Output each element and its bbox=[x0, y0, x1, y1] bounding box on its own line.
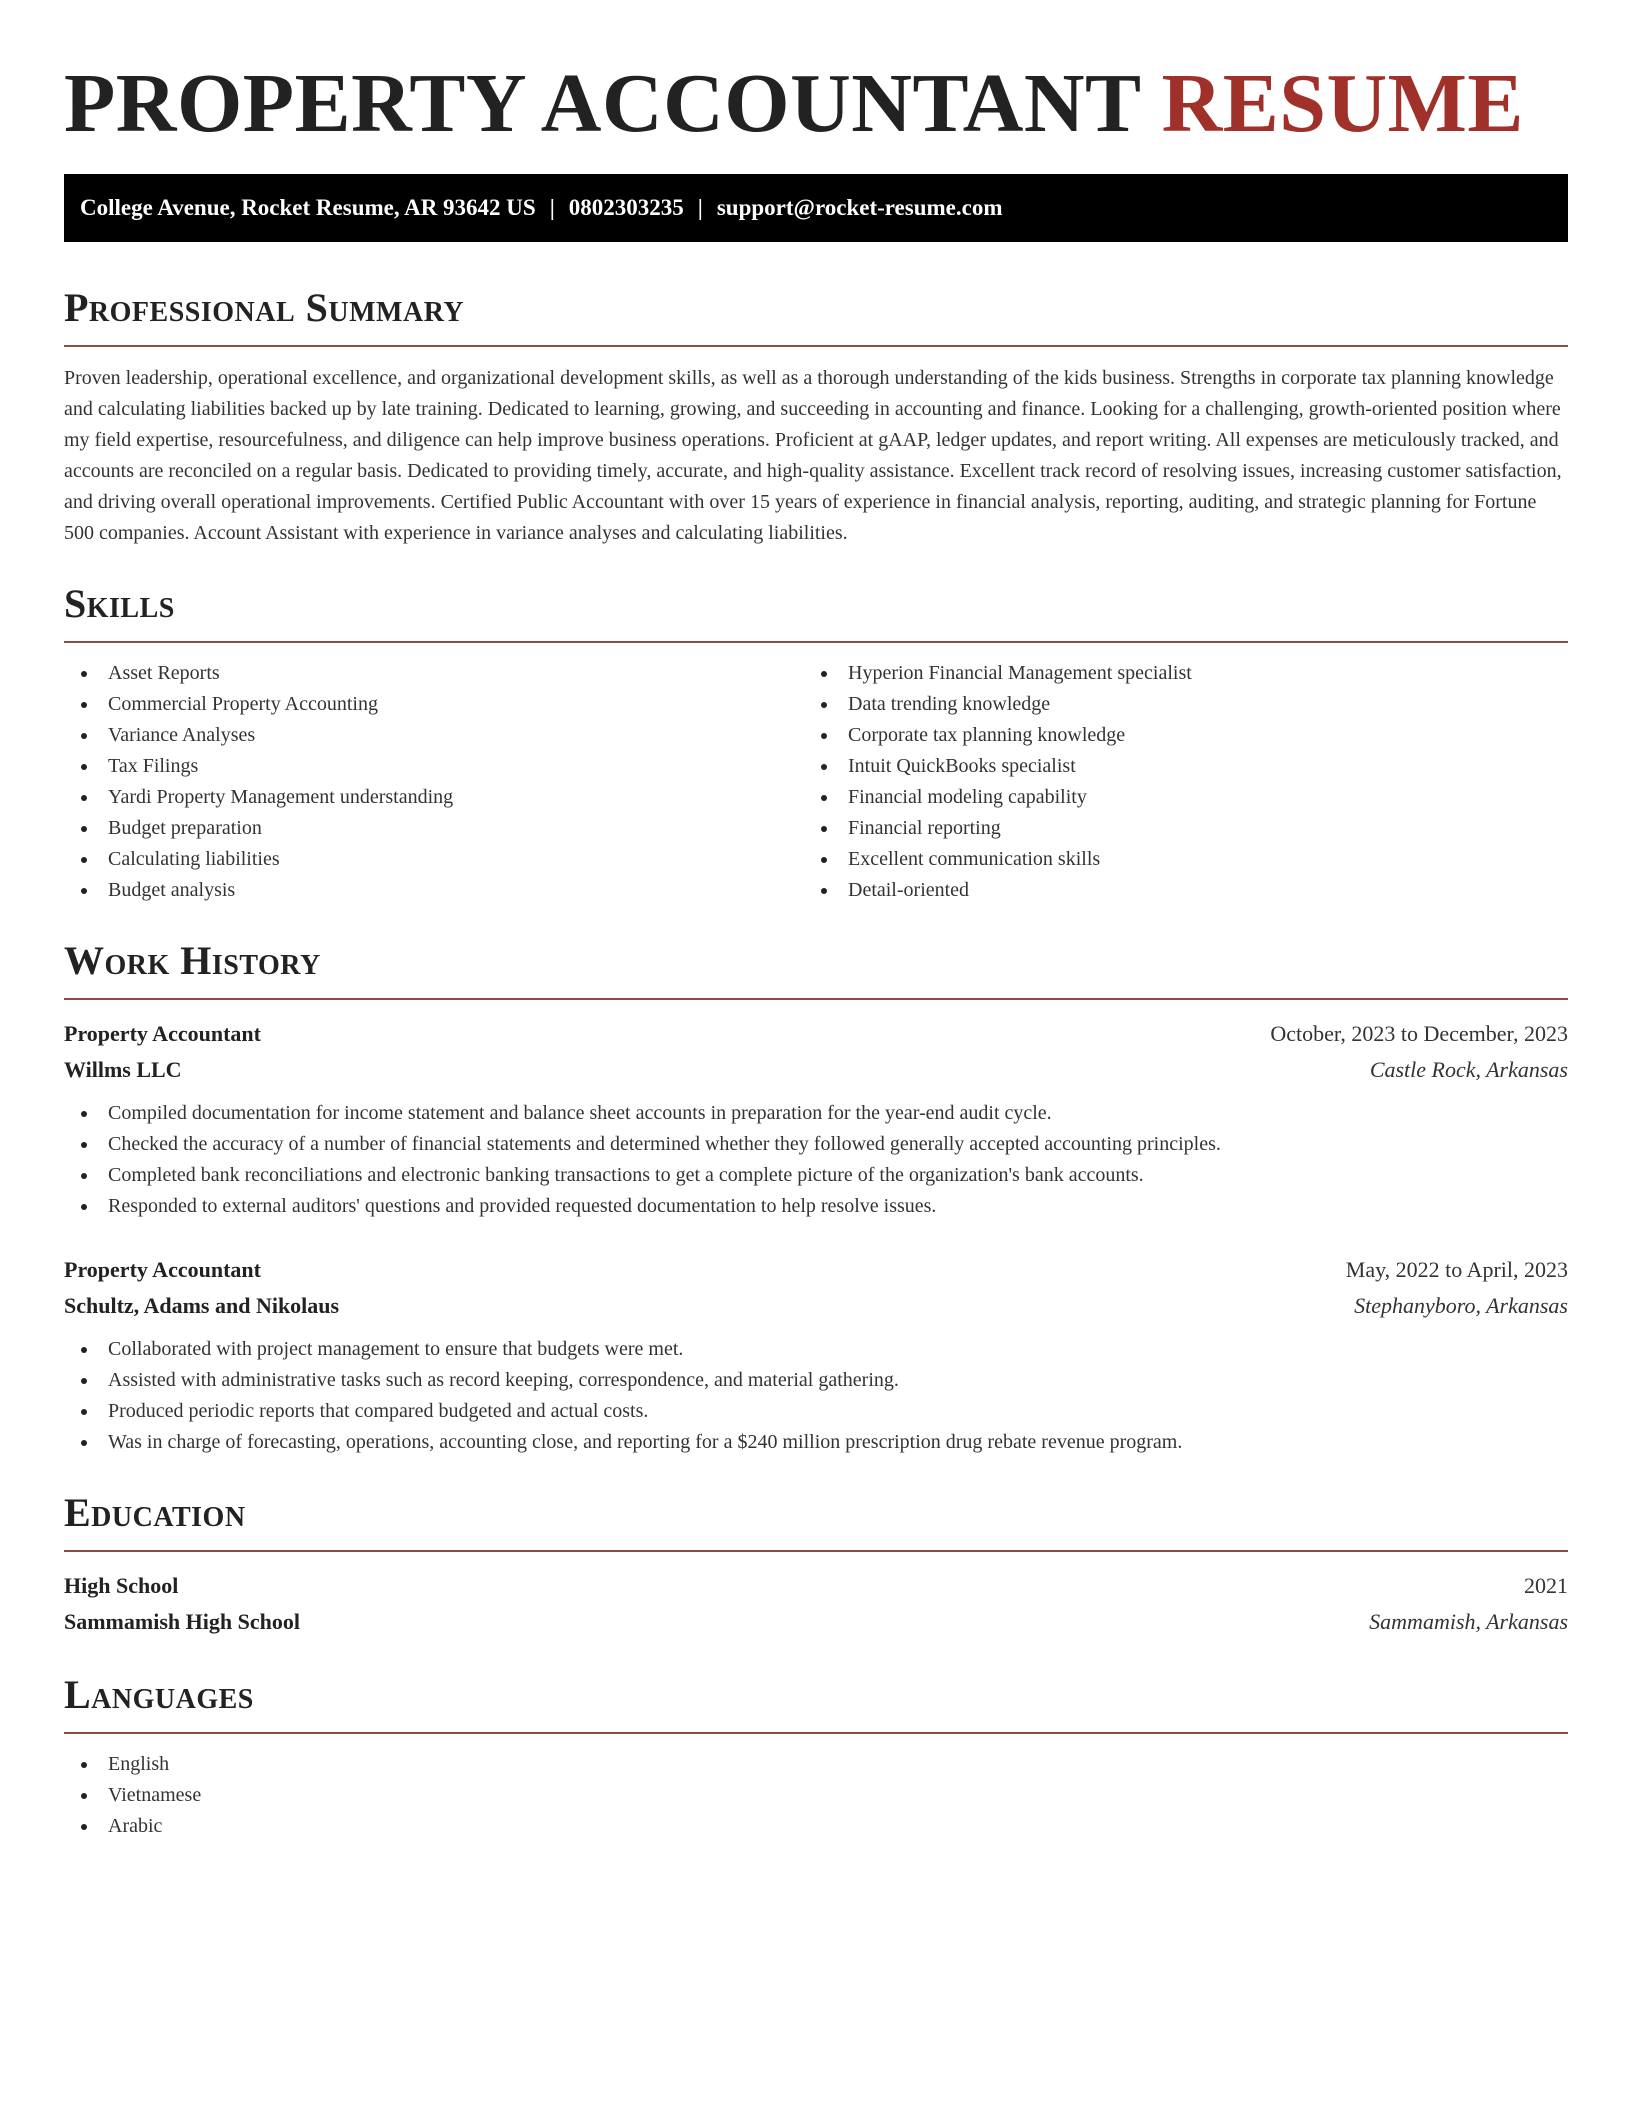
job-company: Schultz, Adams and Nikolaus bbox=[64, 1293, 340, 1318]
languages-section bbox=[64, 1670, 1568, 1842]
skill-item: Yardi Property Management understanding bbox=[64, 782, 804, 813]
skill-item: Excellent communication skills bbox=[804, 844, 1544, 875]
skill-item: Intuit QuickBooks specialist bbox=[804, 751, 1544, 782]
skills-section bbox=[64, 579, 1568, 906]
education-school: Sammamish High School bbox=[64, 1609, 300, 1634]
job-header-row bbox=[64, 1252, 1568, 1288]
contact-separator: | bbox=[549, 195, 555, 220]
job-company-row bbox=[64, 1288, 1568, 1324]
job-company: Willms LLC bbox=[64, 1057, 182, 1082]
summary-heading: Professional Summary bbox=[64, 285, 465, 330]
work-section bbox=[64, 936, 1568, 1458]
skills-list-right bbox=[804, 658, 1544, 906]
skill-item: Corporate tax planning knowledge bbox=[804, 720, 1544, 751]
skill-item: Variance Analyses bbox=[64, 720, 804, 751]
education-degree: High School bbox=[64, 1573, 179, 1598]
education-heading: Education bbox=[64, 1490, 246, 1535]
skill-item: Budget preparation bbox=[64, 813, 804, 844]
education-school-row bbox=[64, 1604, 1568, 1640]
job-bullet: Was in charge of forecasting, operations, accounting close, and reporting for a $240 million prescription drug rebate revenue program. bbox=[64, 1427, 1568, 1458]
skills-grid bbox=[64, 658, 1568, 906]
skill-item: Financial reporting bbox=[804, 813, 1544, 844]
job-entry bbox=[64, 1016, 1568, 1222]
job-title: Property Accountant bbox=[64, 1021, 261, 1046]
summary-section bbox=[64, 283, 1568, 549]
education-location: Sammamish, Arkansas bbox=[1369, 1609, 1568, 1634]
language-item: English bbox=[64, 1749, 1568, 1780]
work-heading: Work History bbox=[64, 938, 321, 983]
job-bullet: Collaborated with project management to ensure that budgets were met. bbox=[64, 1334, 1568, 1365]
job-dates: May, 2022 to April, 2023 bbox=[1345, 1257, 1568, 1282]
languages-heading: Languages bbox=[64, 1672, 254, 1717]
skill-item: Calculating liabilities bbox=[64, 844, 804, 875]
skills-list-left bbox=[64, 658, 804, 906]
language-item: Vietnamese bbox=[64, 1780, 1568, 1811]
section-divider bbox=[64, 1732, 1568, 1734]
skill-item: Tax Filings bbox=[64, 751, 804, 782]
language-item: Arabic bbox=[64, 1811, 1568, 1842]
title-accent: RESUME bbox=[1161, 57, 1524, 150]
skill-item: Hyperion Financial Management specialist bbox=[804, 658, 1544, 689]
job-bullet: Compiled documentation for income statement and balance sheet accounts in preparation for the year-end audit cycle. bbox=[64, 1098, 1568, 1129]
contact-address: College Avenue, Rocket Resume, AR 93642 US bbox=[80, 195, 536, 220]
job-bullet: Assisted with administrative tasks such as record keeping, correspondence, and material gathering. bbox=[64, 1365, 1568, 1396]
contact-bar bbox=[64, 174, 1568, 242]
job-bullets bbox=[64, 1098, 1568, 1222]
title-main: PROPERTY ACCOUNTANT bbox=[64, 57, 1141, 150]
job-bullet: Checked the accuracy of a number of financial statements and determined whether they followed generally accepted accounting principles. bbox=[64, 1129, 1568, 1160]
contact-email[interactable]: support@rocket-resume.com bbox=[716, 195, 1003, 220]
languages-list bbox=[64, 1749, 1568, 1842]
contact-separator: | bbox=[697, 195, 703, 220]
education-header-row bbox=[64, 1568, 1568, 1604]
skill-item: Asset Reports bbox=[64, 658, 804, 689]
section-divider bbox=[64, 345, 1568, 347]
skill-item: Commercial Property Accounting bbox=[64, 689, 804, 720]
summary-text: Proven leadership, operational excellence, and organizational development skills, as well as a thorough understanding of the kids business. Strengths in corporate tax planning knowledge and calculating liabilities backed up by late training. Dedicated to learning, growing, and succeeding in accounting and finance. Looking for a challenging, growth-oriented position where my field expertise, resourcefulness, and diligence can help improve business operations. Proficient at gAAP, ledger updates, and report writing. All expenses are meticulously tracked, and accounts are reconciled on a regular basis. Dedicated to providing timely, accurate, and high-quality assistance. Excellent track record of resolving issues, increasing customer satisfaction, and driving overall operational improvements. Certified Public Accountant with over 15 years of experience in financial analysis, reporting, auditing, and strategic planning for Fortune 500 companies. Account Assistant with experience in variance analyses and calculating liabilities. bbox=[64, 367, 1562, 544]
skill-item: Financial modeling capability bbox=[804, 782, 1544, 813]
skill-item: Data trending knowledge bbox=[804, 689, 1544, 720]
job-location: Castle Rock, Arkansas bbox=[1369, 1057, 1568, 1082]
contact-phone[interactable]: 0802303235 bbox=[568, 195, 684, 220]
job-entry bbox=[64, 1252, 1568, 1458]
job-bullet: Produced periodic reports that compared budgeted and actual costs. bbox=[64, 1396, 1568, 1427]
job-header-row bbox=[64, 1016, 1568, 1052]
skill-item: Detail-oriented bbox=[804, 875, 1544, 906]
education-year: 2021 bbox=[1524, 1573, 1568, 1598]
section-divider bbox=[64, 1550, 1568, 1552]
job-location: Stephanyboro, Arkansas bbox=[1354, 1293, 1568, 1318]
section-divider bbox=[64, 998, 1568, 1000]
skills-heading: Skills bbox=[64, 581, 175, 626]
skill-item: Budget analysis bbox=[64, 875, 804, 906]
job-bullet: Completed bank reconciliations and electronic banking transactions to get a complete picture of the organization's bank accounts. bbox=[64, 1160, 1568, 1191]
education-section bbox=[64, 1488, 1568, 1640]
section-divider bbox=[64, 641, 1568, 643]
job-bullets bbox=[64, 1334, 1568, 1458]
job-dates: October, 2023 to December, 2023 bbox=[1270, 1021, 1568, 1046]
job-company-row bbox=[64, 1052, 1568, 1088]
job-title: Property Accountant bbox=[64, 1257, 261, 1282]
job-bullet: Responded to external auditors' questions and provided requested documentation to help resolve issues. bbox=[64, 1191, 1568, 1222]
education-entry bbox=[64, 1568, 1568, 1640]
page-title bbox=[64, 0, 1568, 150]
